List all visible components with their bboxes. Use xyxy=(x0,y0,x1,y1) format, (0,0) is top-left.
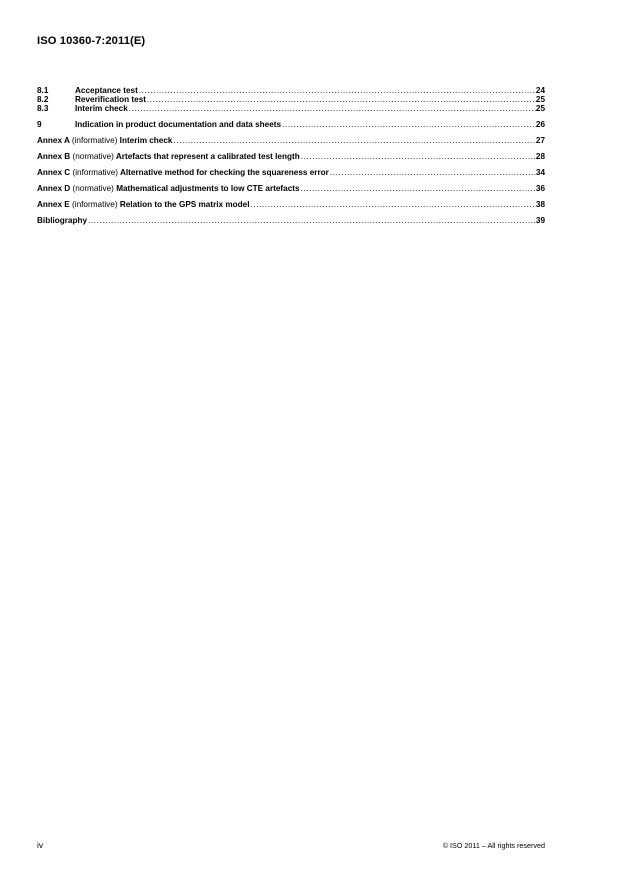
toc-entry-heading: Annex E xyxy=(37,200,70,209)
toc-entry-title xyxy=(37,216,87,225)
toc-entry-heading: Reverification test xyxy=(75,95,146,104)
toc-annex-kind: (informative) xyxy=(72,200,118,209)
toc-annex-kind: (normative) xyxy=(72,184,114,193)
toc-entry-number: 8.1 xyxy=(37,86,49,95)
toc-dot-leader xyxy=(300,184,536,193)
toc-entry[interactable] xyxy=(37,152,545,161)
toc-entry-page: 25 xyxy=(535,95,545,104)
toc-dot-leader xyxy=(146,95,536,104)
toc-annex-kind: (informative) xyxy=(71,136,118,145)
toc-entry-title xyxy=(75,95,146,104)
toc-entry-heading: Annex A xyxy=(37,136,70,145)
toc-entry-title xyxy=(37,184,300,193)
toc-spacer xyxy=(37,129,545,136)
toc-spacer xyxy=(37,113,545,120)
toc-entry-number: 9 xyxy=(37,120,42,129)
toc-spacer xyxy=(37,209,545,216)
toc-entry-title xyxy=(37,200,250,209)
toc-spacer xyxy=(37,145,545,152)
toc-entry-page: 24 xyxy=(535,86,545,95)
toc-dot-leader xyxy=(87,216,536,225)
toc-entry-heading: Interim check xyxy=(75,104,128,113)
document-header-title: ISO 10360-7:2011(E) xyxy=(37,35,146,47)
toc-dot-leader xyxy=(281,120,536,129)
toc-entry-heading: Annex B xyxy=(37,152,71,161)
toc-spacer xyxy=(37,193,545,200)
page-number-label: iv xyxy=(37,840,44,850)
toc-annex-kind: (informative) xyxy=(72,168,118,177)
toc-dot-leader xyxy=(128,104,536,113)
toc-entry-page: 25 xyxy=(535,104,545,113)
toc-annex-kind: (normative) xyxy=(72,152,114,161)
toc-annex-subtitle: Artefacts that represent a calibrated test length xyxy=(115,152,300,161)
toc-entry[interactable] xyxy=(37,200,545,209)
toc-dot-leader xyxy=(250,200,536,209)
toc-annex-subtitle: Interim check xyxy=(119,136,173,145)
toc-entry-heading: Annex D xyxy=(37,184,71,193)
toc-entry-heading: Bibliography xyxy=(37,216,88,225)
toc-entry-page: 27 xyxy=(535,136,545,145)
toc-entry-title xyxy=(37,168,329,177)
toc-entry-heading: Indication in product documentation and data sheets xyxy=(75,120,282,129)
toc-entry[interactable] xyxy=(37,184,545,193)
toc-annex-subtitle: Mathematical adjustments to low CTE artefacts xyxy=(116,184,300,193)
toc-entry-page: 28 xyxy=(535,152,545,161)
toc-entry[interactable] xyxy=(37,95,545,104)
toc-entry[interactable] xyxy=(37,136,545,145)
toc-entry-title xyxy=(75,120,281,129)
toc-annex-subtitle: Relation to the GPS matrix model xyxy=(119,200,250,209)
toc-entry-page: 39 xyxy=(535,216,545,225)
toc-entry-number: 8.2 xyxy=(37,95,49,104)
toc-entry[interactable] xyxy=(37,168,545,177)
toc-annex-subtitle: Alternative method for checking the squareness error xyxy=(119,168,329,177)
table-of-contents xyxy=(37,86,545,225)
toc-entry-title xyxy=(37,136,172,145)
toc-entry-page: 38 xyxy=(535,200,545,209)
toc-entry-title xyxy=(37,152,300,161)
toc-entry-title xyxy=(75,104,128,113)
toc-entry-page: 34 xyxy=(535,168,545,177)
toc-spacer xyxy=(37,177,545,184)
copyright-notice: © ISO 2011 – All rights reserved xyxy=(442,841,545,850)
toc-entry-title xyxy=(75,86,138,95)
toc-entry-heading: Annex C xyxy=(37,168,71,177)
toc-dot-leader xyxy=(329,168,536,177)
toc-entry[interactable] xyxy=(37,86,545,95)
toc-dot-leader xyxy=(172,136,535,145)
toc-entry-heading: Acceptance test xyxy=(75,86,138,95)
toc-spacer xyxy=(37,161,545,168)
toc-dot-leader xyxy=(300,152,536,161)
toc-entry[interactable] xyxy=(37,216,545,225)
toc-entry[interactable] xyxy=(37,120,545,129)
toc-entry-number: 8.3 xyxy=(37,104,49,113)
toc-entry-page: 26 xyxy=(535,120,545,129)
toc-entry[interactable] xyxy=(37,104,545,113)
toc-entry-page: 36 xyxy=(535,184,545,193)
toc-dot-leader xyxy=(138,86,536,95)
